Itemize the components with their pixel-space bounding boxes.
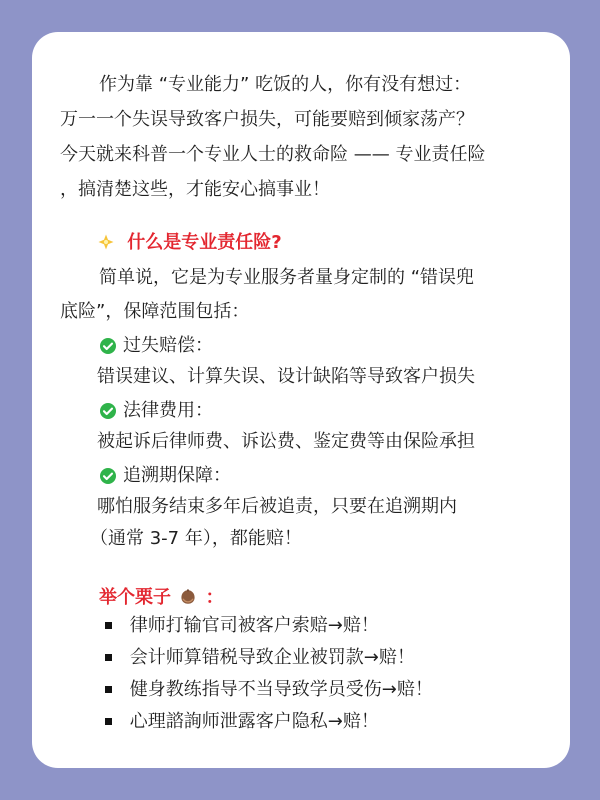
section1-heading <box>97 231 282 255</box>
intro-line-1: 作为靠 “专业能力” 吃饭的人，你有没有想过： <box>99 74 472 95</box>
coverage-item-1-text: 错误建议、计算失误、设计缺陷等导致客户损失 <box>97 366 475 387</box>
example-item-2 <box>105 646 415 670</box>
example-item-4-text: 心理諮詢师泄露客户隐私→赔！ <box>129 711 379 732</box>
check-icon <box>99 467 117 485</box>
check-icon <box>99 337 117 355</box>
sparkle-icon <box>97 233 115 251</box>
coverage-item-3-label: 追溯期保障： <box>123 465 231 486</box>
coverage-item-2-label: 法律费用： <box>123 400 213 421</box>
coverage-item-1-label: 过失赔偿： <box>123 335 213 356</box>
coverage-item-1-label-row <box>99 334 213 358</box>
example-item-4 <box>105 710 379 734</box>
intro-line-4: ，搞清楚这些，才能安心搞事业！ <box>60 179 330 200</box>
example-item-2-text: 会计师算错税导致企业被罚款→赔！ <box>129 647 415 668</box>
square-bullet-icon <box>105 654 112 661</box>
square-bullet-icon <box>105 686 112 693</box>
coverage-item-3-text-1: 哪怕服务结束多年后被追责，只要在追溯期内 <box>97 496 457 517</box>
intro-line-2: 万一一个失误导致客户损失，可能要赔到倾家荡产？ <box>60 109 474 130</box>
square-bullet-icon <box>105 622 112 629</box>
coverage-item-2-text: 被起诉后律师费、诉讼费、鉴定费等由保险承担 <box>97 431 475 452</box>
example-item-3 <box>105 678 433 702</box>
coverage-item-2-label-row <box>99 399 213 423</box>
example-item-1 <box>105 614 379 638</box>
square-bullet-icon <box>105 718 112 725</box>
section2-title-suffix: ： <box>205 587 224 608</box>
section2-heading <box>99 586 224 610</box>
intro-line-3: 今天就来科普一个专业人士的救命险 —— 专业责任险 <box>60 144 486 165</box>
check-icon <box>99 402 117 420</box>
section2-title-prefix: 举个栗子 <box>99 587 171 608</box>
coverage-item-3-text-2: （通常 3-7 年），都能赔！ <box>90 528 302 549</box>
example-item-3-text: 健身教练指导不当导致学员受伤→赔！ <box>129 679 433 700</box>
section1-lead-1: 简单说，它是为专业服务者量身定制的 “错误兜 <box>99 267 475 288</box>
coverage-item-3-label-row <box>99 464 231 488</box>
section1-title: 什么是专业责任险? <box>127 232 282 253</box>
section1-lead-2: 底险”，保障范围包括： <box>60 301 250 322</box>
example-item-1-text: 律师打输官司被客户索赔→赔！ <box>129 615 379 636</box>
chestnut-icon <box>179 588 197 606</box>
